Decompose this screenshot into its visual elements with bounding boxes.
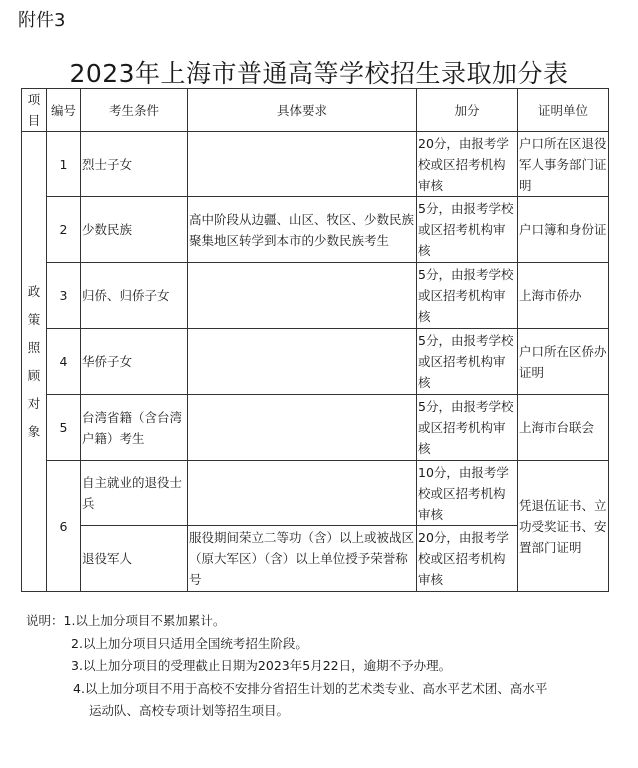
row-condition: 少数民族 xyxy=(81,197,188,263)
row-requirement: 高中阶段从边疆、山区、牧区、少数民族聚集地区转学到本市的少数民族考生 xyxy=(188,197,417,263)
header-certifier: 证明单位 xyxy=(518,89,609,132)
note-line: 说明：1.以上加分项目不累加累计。 xyxy=(26,613,226,628)
notes xyxy=(26,610,547,723)
row-no: 4 xyxy=(47,329,81,395)
row-no: 5 xyxy=(47,395,81,461)
row-requirement xyxy=(188,263,417,329)
row-requirement: 服役期间荣立二等功（含）以上或被战区（原大军区）（含）以上单位授予荣誉称号 xyxy=(188,526,417,592)
row-condition: 华侨子女 xyxy=(81,329,188,395)
table-row xyxy=(22,329,609,395)
row-requirement xyxy=(188,461,417,526)
table-row xyxy=(22,197,609,263)
row-certifier: 上海市侨办 xyxy=(518,263,609,329)
category-cell xyxy=(22,132,47,592)
row-certifier: 上海市台联会 xyxy=(518,395,609,461)
row-bonus: 5分，由报考学校或区招考机构审核 xyxy=(417,395,518,461)
row-condition: 退役军人 xyxy=(81,526,188,592)
annex-label: 附件3 xyxy=(18,10,66,31)
table-header-row xyxy=(22,89,609,132)
note-line: 运动队、高校专项计划等招生项目。 xyxy=(89,703,290,718)
table-row xyxy=(22,395,609,461)
row-certifier: 户口所在区侨办证明 xyxy=(518,329,609,395)
row-certifier: 户口簿和身份证 xyxy=(518,197,609,263)
page-title: 2023年上海市普通高等学校招生录取加分表 xyxy=(69,59,569,88)
header-bonus: 加分 xyxy=(417,89,518,132)
row-no: 1 xyxy=(47,132,81,197)
bonus-table xyxy=(21,88,609,592)
category-label: 政 策 照 顾 对 象 xyxy=(27,283,41,439)
row-certifier: 凭退伍证书、立功受奖证书、安置部门证明 xyxy=(518,461,609,592)
row-bonus: 20分，由报考学校或区招考机构审核 xyxy=(417,132,518,197)
row-bonus: 20分，由报考学校或区招考机构审核 xyxy=(417,526,518,592)
row-condition: 烈士子女 xyxy=(81,132,188,197)
row-bonus: 5分，由报考学校或区招考机构审核 xyxy=(417,329,518,395)
table-row xyxy=(22,132,609,197)
row-bonus: 10分，由报考学校或区招考机构审核 xyxy=(417,461,518,526)
row-condition: 台湾省籍（含台湾户籍）考生 xyxy=(81,395,188,461)
note-line: 4.以上加分项目不用于高校不安排分省招生计划的艺术类专业、高水平艺术团、高水平 xyxy=(73,680,548,696)
row-no: 3 xyxy=(47,263,81,329)
header-item: 项目 xyxy=(22,89,47,132)
table-row xyxy=(22,461,609,526)
header-requirement: 具体要求 xyxy=(188,89,417,132)
row-condition: 归侨、归侨子女 xyxy=(81,263,188,329)
note-line: 3.以上加分项目的受理截止日期为2023年5月22日，逾期不予办理。 xyxy=(71,658,452,673)
row-bonus: 5分，由报考学校或区招考机构审核 xyxy=(417,197,518,263)
row-bonus: 5分，由报考学校或区招考机构审核 xyxy=(417,263,518,329)
row-requirement xyxy=(188,329,417,395)
row-no: 2 xyxy=(47,197,81,263)
row-requirement xyxy=(188,132,417,197)
row-condition: 自主就业的退役士兵 xyxy=(81,461,188,526)
row-no: 6 xyxy=(47,461,81,592)
header-condition: 考生条件 xyxy=(81,89,188,132)
row-requirement xyxy=(188,395,417,461)
table-row xyxy=(22,263,609,329)
row-certifier: 户口所在区退役军人事务部门证明 xyxy=(518,132,609,197)
note-line: 2.以上加分项目只适用全国统考招生阶段。 xyxy=(71,635,308,651)
header-no: 编号 xyxy=(47,89,81,132)
